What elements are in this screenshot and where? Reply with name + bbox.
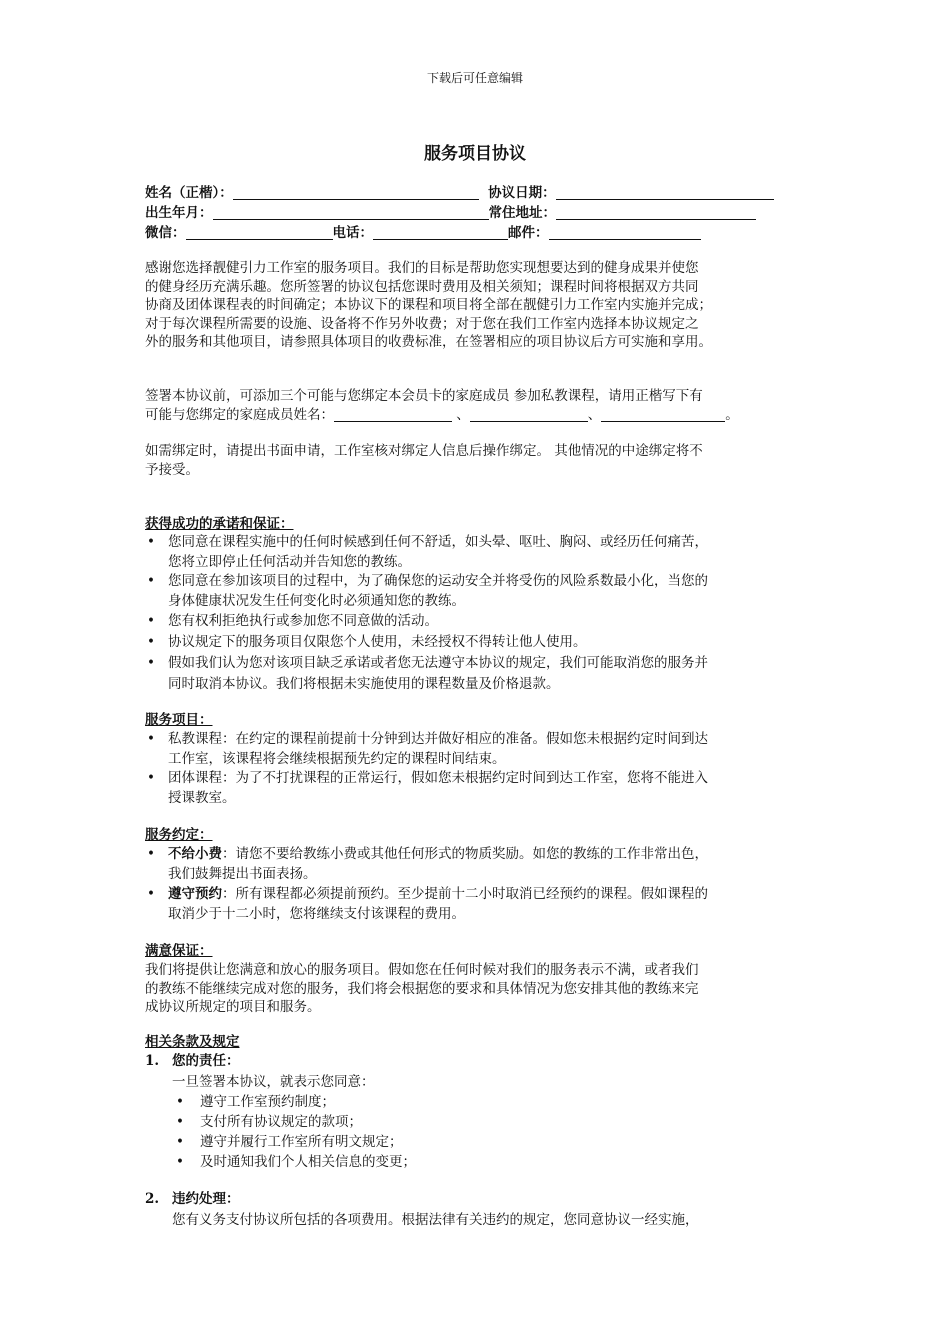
satisfaction-line: 成协议所规定的项目和服务。 — [145, 999, 321, 1015]
wechat-field[interactable] — [186, 225, 333, 240]
binding-line: 如需绑定时，请提出书面申请，工作室核对绑定人信息后操作绑定。 其他情况的中途绑定将不 — [145, 443, 703, 459]
form-row-3 — [145, 223, 701, 243]
family-prefix: 可能与您绑定的家庭成员姓名： — [145, 407, 334, 423]
bullet-icon: • — [147, 731, 155, 747]
appointment-item — [168, 884, 708, 904]
address-label: 常住地址： — [488, 205, 556, 221]
duty-item: 及时通知我们个人相关信息的变更； — [200, 1154, 416, 1170]
section-1-number: 1. — [145, 1053, 160, 1069]
intro-line: 感谢您选择靓健引力工作室的服务项目。我们的目标是帮助您实现想要达到的健身成果并使您 — [145, 260, 699, 276]
satisfaction-heading: 满意保证： — [145, 943, 213, 959]
satisfaction-line: 的教练不能继续完成对您的服务，我们将会根据您的要求和具体情况为您安排其他的教练来完 — [145, 981, 699, 997]
section-2-title: 违约处理： — [172, 1191, 240, 1207]
bullet-icon: • — [147, 573, 155, 589]
phone-field[interactable] — [373, 225, 508, 240]
promise-heading: 获得成功的承诺和保证： — [145, 516, 294, 532]
satisfaction-line: 我们将提供让您满意和放心的服务项目。假如您在任何时候对我们的服务表示不满，或者我们 — [145, 962, 699, 978]
family-line-2 — [145, 405, 739, 425]
birth-label: 出生年月： — [145, 205, 213, 221]
page-title: 服务项目协议 — [424, 144, 526, 164]
family-sep: 、 — [587, 407, 602, 423]
family-member-2-field[interactable] — [470, 407, 588, 422]
form-row-2 — [145, 203, 756, 223]
family-member-1-field[interactable] — [334, 407, 452, 422]
promise-item: 您同意在参加该项目的过程中，为了确保您的运动安全并将受伤的风险系数最小化，当您的 — [168, 573, 708, 589]
appointment-item-title: 遵守预约 — [168, 886, 222, 902]
wechat-label: 微信： — [145, 225, 186, 241]
bullet-icon: • — [147, 613, 155, 629]
family-end: 。 — [725, 407, 739, 423]
promise-item: 您有权利拒绝执行或参加您不同意做的活动。 — [168, 613, 438, 629]
intro-line: 对于每次课程所需要的设施、设备将不作另外收费；对于您在我们工作室内选择本协议规定之 — [145, 316, 699, 332]
date-label: 协议日期： — [488, 185, 556, 201]
intro-line: 协商及团体课程表的时间确定；本协议下的课程和项目将全部在靓健引力工作室内实施并完成； — [145, 297, 712, 313]
duty-item: 遵守并履行工作室所有明文规定； — [200, 1134, 403, 1150]
form-row-1 — [145, 183, 774, 203]
intro-line: 外的服务和其他项目，请参照具体项目的收费标准，在签署相应的项目协议后方可实施和享用。 — [145, 334, 712, 350]
services-heading: 服务项目： — [145, 712, 213, 728]
service-item: 团体课程：为了不打扰课程的正常运行，假如您未根据约定时间到达工作室，您将不能进入 — [168, 770, 708, 786]
bullet-icon: • — [147, 770, 155, 786]
bullet-icon: • — [147, 634, 155, 650]
promise-item-cont: 您将立即停止任何活动并告知您的教练。 — [168, 554, 411, 570]
duty-item: 遵守工作室预约制度； — [200, 1094, 335, 1110]
bullet-icon: • — [176, 1134, 184, 1150]
promise-item: 您同意在课程实施中的任何时候感到任何不舒适，如头晕、呕吐、胸闷、或经历任何痛苦， — [168, 534, 708, 550]
bullet-icon: • — [147, 846, 155, 862]
family-member-3-field[interactable] — [601, 407, 725, 422]
section-1-intro: 一旦签署本协议，就表示您同意： — [172, 1074, 375, 1090]
bullet-icon: • — [176, 1154, 184, 1170]
promise-item: 协议规定下的服务项目仅限您个人使用，未经授权不得转让他人使用。 — [168, 634, 587, 650]
section-1-title: 您的责任： — [172, 1053, 240, 1069]
promise-item-cont: 身体健康状况发生任何变化时必须通知您的教练。 — [168, 593, 465, 609]
intro-line: 的健身经历充满乐趣。您所签署的协议包括您课时费用及相关须知；课程时间将根据双方共同 — [145, 279, 699, 295]
service-item-cont: 授课教室。 — [168, 790, 236, 806]
promise-item: 假如我们认为您对该项目缺乏承诺或者您无法遵守本协议的规定，我们可能取消您的服务并 — [168, 655, 708, 671]
family-sep: 、 — [456, 407, 470, 423]
phone-label: 电话： — [332, 225, 373, 241]
birth-field[interactable] — [213, 205, 489, 220]
bullet-icon: • — [147, 886, 155, 902]
appointment-item — [168, 844, 708, 864]
appointment-item-text: ：请您不要给教练小费或其他任何形式的物质奖励。如您的教练的工作非常出色， — [222, 846, 708, 862]
family-line: 签署本协议前，可添加三个可能与您绑定本会员卡的家庭成员 参加私教课程，请用正楷写下有 — [145, 388, 703, 404]
terms-heading: 相关条款及规定 — [145, 1034, 240, 1050]
bullet-icon: • — [176, 1114, 184, 1130]
address-field[interactable] — [556, 205, 756, 220]
appointment-item-cont: 我们鼓舞提出书面表扬。 — [168, 866, 317, 882]
name-label: 姓名（正楷）： — [145, 185, 233, 201]
bullet-icon: • — [147, 655, 155, 671]
bullet-icon: • — [147, 534, 155, 550]
appointment-item-cont: 取消少于十二小时，您将继续支付该课程的费用。 — [168, 906, 465, 922]
service-item-cont: 工作室，该课程将会继续根据预先约定的课程时间结束。 — [168, 751, 506, 767]
promise-item-cont: 同时取消本协议。我们将根据未实施使用的课程数量及价格退款。 — [168, 676, 560, 692]
name-field[interactable] — [233, 185, 479, 200]
appointment-heading: 服务约定： — [145, 827, 213, 843]
email-label: 邮件： — [508, 225, 549, 241]
section-2-number: 2. — [145, 1191, 160, 1207]
appointment-item-text: ：所有课程都必须提前预约。至少提前十二小时取消已经预约的课程。假如课程的 — [222, 886, 708, 902]
binding-line: 予接受。 — [145, 462, 199, 478]
duty-item: 支付所有协议规定的款项； — [200, 1114, 362, 1130]
appointment-item-title: 不给小费 — [168, 846, 222, 862]
email-field[interactable] — [549, 225, 701, 240]
bullet-icon: • — [176, 1094, 184, 1110]
service-item: 私教课程：在约定的课程前提前十分钟到达并做好相应的准备。假如您未根据约定时间到达 — [168, 731, 708, 747]
date-field[interactable] — [556, 185, 774, 200]
section-2-text: 您有义务支付协议所包括的各项费用。根据法律有关违约的规定，您同意协议一经实施， — [172, 1212, 699, 1228]
download-note: 下载后可任意编辑 — [426, 71, 523, 85]
